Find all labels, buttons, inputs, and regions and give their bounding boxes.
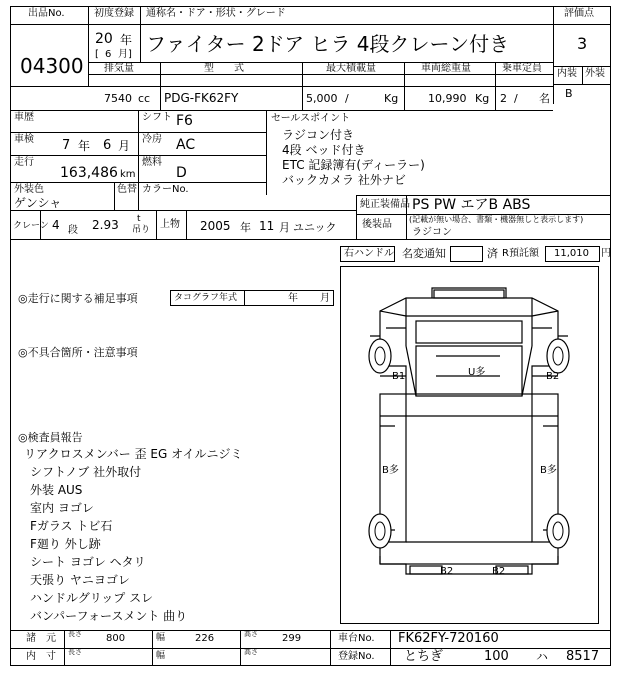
model-label: 型 式 [204, 63, 244, 74]
damage-label-b-left: B多 [382, 465, 399, 476]
defects-label: ◎不具合箇所・注意事項 [18, 346, 138, 359]
ext-color-label: 外装色 [14, 184, 44, 195]
recycle-amount: 11,010 [554, 248, 589, 259]
color-code-label: カラーNo. [142, 184, 189, 195]
inspector-item-2: シフトノブ 社外取付 [30, 465, 142, 479]
aircon-value: AC [176, 137, 196, 153]
first-reg-label: 初度登録 [94, 8, 134, 19]
interior-height-label: 高さ [244, 648, 258, 656]
sales-point-1: ラジコン付き [282, 128, 355, 142]
model-code: PDG-FK62FY [164, 91, 239, 105]
name-change-box [450, 246, 483, 262]
truck-diagram [340, 266, 599, 624]
interior-width-label: 幅 [156, 651, 166, 661]
name-change-label: 名変通知 [402, 247, 446, 260]
divider [302, 62, 303, 110]
upper-body-maker: ユニック [293, 221, 337, 234]
mileage-value: 163,486 [60, 165, 118, 181]
plate-kana: ハ [536, 650, 549, 664]
crane-capacity-unit: 吊り [132, 225, 151, 235]
sales-point-2: 4段 ベッド付き [282, 143, 366, 157]
recycle-prefix: 済 [487, 247, 498, 260]
width-label: 幅 [156, 633, 166, 643]
height-label: 高さ [244, 630, 258, 638]
capacity-unit: 名 [539, 92, 550, 105]
aircon-label: 冷房 [142, 134, 162, 145]
chassis-number: FK62FY-720160 [398, 631, 499, 646]
upper-body-month-unit: 月 [279, 221, 290, 234]
inspection-year-unit: 年 [78, 139, 91, 153]
inspection-label: 車検 [14, 134, 34, 145]
damage-label-b2: B2 [546, 371, 560, 382]
tachograph-label: タコグラフ年式 [174, 293, 238, 303]
interior-label: 内装 [557, 68, 577, 79]
lot-label: 出品No. [28, 8, 65, 19]
genuine-equipment-label: 純正装備品 [360, 199, 410, 210]
crane-stages-unit: 段 [68, 225, 78, 236]
damage-label-b1: B1 [392, 371, 406, 382]
capacity-label: 乗車定員 [502, 63, 542, 74]
divider [10, 630, 611, 631]
fuel-label: 燃料 [142, 157, 162, 168]
divider [160, 62, 161, 110]
divider [10, 132, 266, 133]
divider [156, 210, 157, 239]
overall-rating: 3 [577, 34, 588, 53]
recycle-label: R預託額 [502, 248, 539, 259]
divider [404, 62, 405, 110]
divider [140, 6, 141, 62]
inspector-report-label: ◎検査員報告 [18, 431, 83, 444]
driving-remarks-label: ◎走行に関する補足事項 [18, 292, 138, 305]
height-value: 299 [282, 633, 302, 644]
plate-region: とちぎ [404, 649, 444, 664]
interior-dims-label: 内 寸 [26, 651, 56, 662]
first-reg-year: 20 [95, 31, 113, 47]
divider [240, 630, 241, 666]
divider [266, 110, 267, 195]
first-reg-month: 6 [105, 49, 112, 60]
displacement-label: 排気量 [104, 63, 134, 74]
plate-class: 100 [484, 649, 509, 664]
divider [88, 74, 553, 75]
tachograph-month-unit: 月 [320, 293, 330, 304]
fuel-value: D [176, 165, 187, 181]
inspector-item-8: 天張り ヤニヨゴレ [30, 573, 130, 587]
crane-capacity-unit-t: t [137, 214, 141, 224]
vehicle-name: ファイター 2ドア ヒラ 4段クレーン付き [146, 32, 510, 56]
inspection-month-unit: 月 [118, 139, 131, 153]
interior-grade: B [565, 87, 573, 100]
divider [390, 630, 391, 666]
divider [356, 195, 611, 196]
damage-label-b2-rear-right: B2 [492, 566, 506, 577]
divider [88, 62, 553, 63]
lot-number: 04300 [20, 54, 84, 78]
crane-label: クレーン [13, 221, 49, 231]
divider [10, 155, 266, 156]
gross-weight-unit: Kg [475, 92, 490, 105]
inspector-item-4: 室内 ヨゴレ [30, 501, 94, 515]
displacement-value: 7540 [104, 92, 132, 105]
genuine-equipment-value: PS PW エアB ABS [412, 197, 531, 213]
inspector-item-1: リアクロスメンバー 歪 EG オイルニジミ [24, 447, 243, 461]
chassis-label: 車台No. [338, 633, 375, 644]
sales-point-3: ETC 記録簿有(ディーラー) [282, 158, 425, 172]
steering-value: 右ハンドル [344, 248, 394, 259]
inspector-item-3: 外装 AUS [30, 483, 83, 497]
inspection-month: 6 [103, 138, 112, 153]
divider [553, 6, 554, 104]
interior-length-label: 長さ [68, 648, 82, 656]
width-value: 226 [195, 633, 215, 644]
recycle-unit: 円 [601, 248, 611, 259]
length-label: 長さ [68, 630, 82, 638]
dims-label: 諸 元 [26, 633, 56, 644]
history-label: 車歴 [14, 112, 34, 123]
plate-label: 登録No. [338, 651, 375, 662]
divider [582, 66, 583, 84]
divider [10, 648, 611, 649]
capacity-value: 2 [500, 92, 507, 105]
shift-value: F6 [176, 113, 193, 129]
divider [10, 182, 266, 183]
inspector-item-10: バンパーフォースメント 曲り [30, 609, 188, 623]
plate-number: 8517 [566, 649, 600, 664]
gross-weight-label: 車両総重量 [421, 63, 471, 74]
divider [553, 84, 611, 85]
inspector-item-6: F廻り 外し跡 [30, 537, 101, 551]
divider [10, 239, 611, 240]
upper-body-month: 11 [259, 219, 275, 233]
divider [10, 86, 553, 87]
divider [138, 110, 139, 210]
crane-stages: 4 [52, 218, 60, 232]
aftermarket-note: (記載が無い場合、書類・機器無しと表示します) [409, 215, 584, 224]
gross-weight-value: 10,990 [428, 92, 467, 105]
divider [495, 62, 496, 110]
exterior-label: 外装 [585, 68, 605, 79]
upper-body-year: 2005 [200, 219, 231, 233]
capacity-sep: / [514, 92, 518, 105]
vehicle-name-label: 通称名・ドア・形状・グレード [146, 8, 286, 19]
damage-label-b-right: B多 [540, 465, 557, 476]
year-unit: 年 [120, 33, 133, 47]
ext-color-value: ゲンシャ [14, 196, 62, 210]
inspector-item-7: シート ヨゴレ ヘタリ [30, 555, 146, 569]
aftermarket-label: 後装品 [362, 219, 392, 230]
max-load-unit: Kg [384, 92, 399, 105]
divider [10, 24, 611, 25]
max-load-label: 最大積載量 [326, 63, 376, 74]
inspector-item-9: ハンドルグリップ スレ [30, 591, 154, 605]
divider [114, 182, 115, 210]
divider [152, 630, 153, 666]
divider [10, 110, 553, 111]
displacement-unit: cc [138, 92, 151, 105]
month-bracket: [ [95, 49, 99, 60]
crane-capacity: 2.93 [92, 218, 119, 232]
damage-label-b2-rear-left: B2 [440, 566, 454, 577]
sales-point-4: バックカメラ 社外ナビ [282, 173, 406, 187]
divider [330, 630, 331, 666]
month-unit: 月] [118, 49, 132, 60]
damage-label-u: U多 [468, 367, 486, 378]
shift-label: シフト [142, 112, 172, 123]
rating-label: 評価点 [564, 8, 594, 19]
color-change-label: 色替 [117, 184, 137, 195]
upper-body-label: 上物 [160, 219, 180, 230]
tachograph-year-unit: 年 [288, 293, 298, 304]
inspector-item-5: Fガラス トビ石 [30, 519, 113, 533]
divider [186, 210, 187, 239]
divider [10, 210, 356, 211]
divider [64, 630, 65, 666]
mileage-label: 走行 [14, 157, 34, 168]
divider [356, 195, 357, 239]
max-load-sep: / [345, 92, 349, 105]
length-value: 800 [106, 633, 126, 644]
upper-body-year-unit: 年 [240, 221, 251, 234]
mileage-unit: km [120, 169, 136, 180]
max-load-value: 5,000 [306, 92, 338, 105]
inspection-year: 7 [62, 138, 71, 153]
divider [244, 290, 245, 306]
sales-points-label: セールスポイント [271, 113, 351, 124]
aftermarket-value: ラジコン [412, 227, 452, 238]
